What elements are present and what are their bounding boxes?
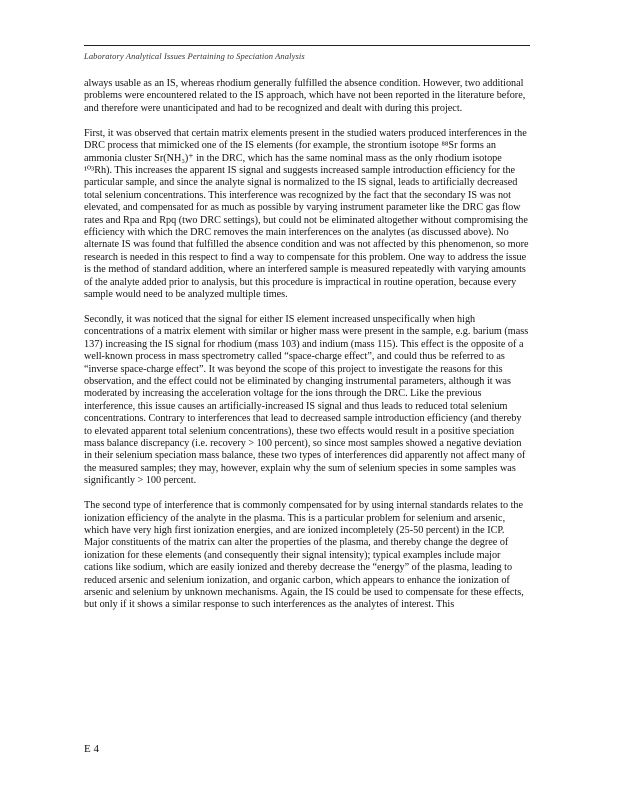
paragraph: Secondly, it was noticed that the signal for either IS element increased unspecifically when high concentrations of a matrix element with similar or higher mass were present in the sample, e.g. barium (mass 137) increasing the IS signal for rhodium (mass 103) and indium (mass 115). This effect is the opposite of a well-known process in mass spectrometry called “space-charge effect”, and could thus be referred to as “inverse space-charge effect”. It was beyond the scope of this project to investigate the reasons for this observation, and the effect could not be eliminated by changing instrumental parameters, although it was moderated by increasing the acceleration voltage for the ions through the DRC. Like the previous interference, this issue causes an artificially-increased IS signal and thus leads to reduced total selenium concentrations. Contrary to interferences that lead to decreased sample introduction efficiency (and thereby to elevated apparent total selenium concentrations), these two effects would result in a positive speciation mass balance discrepancy (i.e. recovery > 100 percent), so since most samples showed a negative deviation in their selenium speciation mass balance, these two types of interferences did apparently not affect many of the measured samples; they may, however, explain why the sum of selenium species in some samples was significantly > 100 percent.	[84, 313, 529, 487]
paragraph: The second type of interference that is commonly compensated for by using internal standards relates to the ionization efficiency of the analyte in the plasma. This is a particular problem for selenium and arsenic, which have very high first ionization energies, and are ionized incompletely (25-50 percent) in the ICP. Major constituents of the matrix can alter the properties of the plasma, and thereby change the degree of ionization for these elements (and consequently their signal intensity); typical examples include major cations like sodium, which are easily ionized and thereby decrease the “energy” of the plasma, leading to reduced arsenic and selenium ionization, and organic carbon, which appears to enhance the ionization of arsenic and selenium by unknown mechanisms. Again, the IS could be used to compensate for these effects, but only if it shows a similar response to such interferences as the analytes of interest. This	[84, 500, 524, 611]
header-rule	[84, 45, 530, 46]
page-number: E 4	[84, 743, 99, 755]
running-header: Laboratory Analytical Issues Pertaining to Speciation Analysis	[84, 51, 305, 61]
body-text	[84, 78, 530, 624]
paragraph: always usable as an IS, whereas rhodium generally fulfilled the absence condition. However, two additional problems were encountered related to the IS approach, which have not been reported in the literature before, and therefore were unanticipated and had to be recognized and dealt with during this project.	[84, 78, 526, 114]
paragraph: First, it was observed that certain matrix elements present in the studied waters produced interferences in the DRC process that mimicked one of the IS elements (for example, the strontium isotope ⁸⁸Sr forms an ammonia cluster Sr(NH₃)⁺ in the DRC, which has the same nominal mass as the only rhodium isotope ¹⁰³Rh). This increases the apparent IS signal and suggests increased sample introduction efficiency for the particular sample, and since the analyte signal is normalized to the IS signal, leads to artificially decreased total selenium concentrations. This interference was recognized by the fact that the secondary IS was not elevated, and compensated for as much as possible by varying instrument parameter like the DRC gas flow rates and Rpa and Rpq (two DRC settings), but could not be eliminated altogether without compromising the efficiency with which the DRC removes the main interferences on the analytes (as discussed above). No alternate IS was found that fulfilled the absence condition and was not affected by this phenomenon, so more research is needed in this respect to find a way to compensate for this problem. One way to address the issue is the method of standard addition, where an interfered sample is measured repeatedly with varying amounts of the analyte added prior to analysis, but this procedure is impractical in routine operation, because every sample would need to be analyzed multiple times.	[84, 127, 529, 300]
